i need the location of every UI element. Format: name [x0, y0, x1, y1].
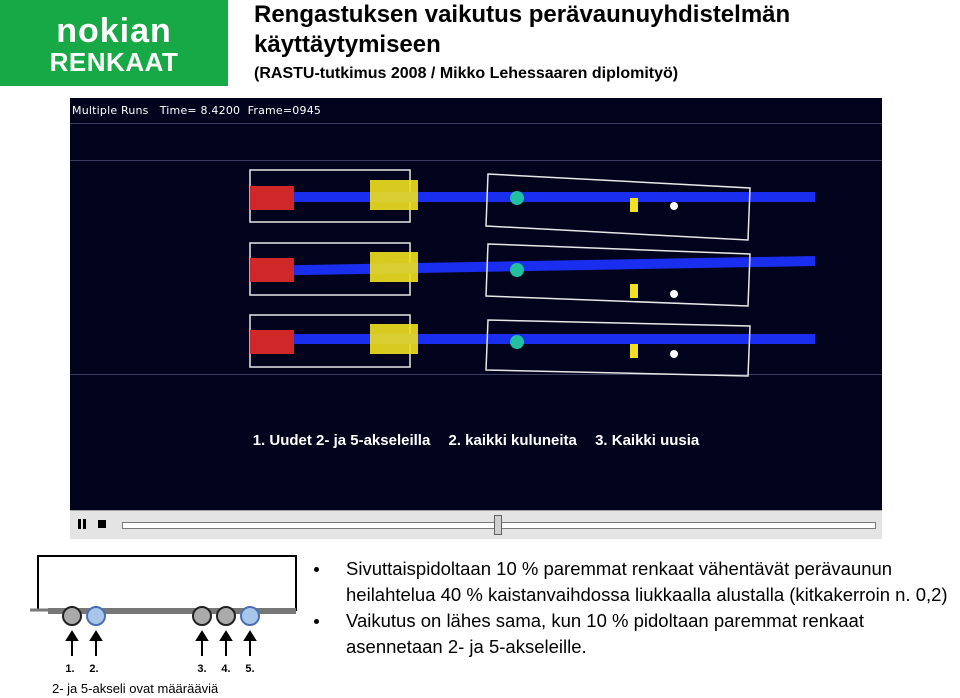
list-item	[314, 608, 960, 660]
vehicle-run-2	[250, 243, 815, 306]
axle-label-4: 4.	[221, 663, 231, 675]
axle-label-5: 5.	[245, 663, 255, 675]
legend-item-2: 2. kaikki kuluneita	[448, 432, 577, 449]
vehicle-simulation	[70, 98, 882, 418]
simulation-legend	[70, 432, 882, 449]
svg-text:nokian: nokian	[56, 12, 172, 50]
bullet-icon	[314, 619, 319, 624]
player-controls	[70, 510, 882, 539]
simulation-header: Multiple Runs Time= 8.4200 Frame=0945	[72, 104, 322, 117]
title-line-1: Rengastuksen vaikutus perävaunuyhdistelmän	[254, 1, 791, 28]
list-item	[314, 556, 960, 608]
axle-label-2: 2.	[89, 663, 99, 675]
svg-text:RENKAAT: RENKAAT	[49, 47, 179, 77]
axle-diagram-caption: 2- ja 5-akseli ovat määrääviä	[52, 681, 219, 696]
title-line-2: käyttäytymiseen	[254, 31, 441, 58]
simulation-video-player	[70, 98, 882, 538]
axle-label-3: 3.	[197, 663, 207, 675]
vehicle-run-1	[250, 170, 815, 240]
stop-icon[interactable]	[96, 518, 108, 530]
findings-list	[314, 556, 960, 660]
page-title	[254, 0, 790, 60]
vehicle-run-3	[250, 315, 815, 376]
pause-icon[interactable]	[76, 518, 88, 530]
axle-label-1: 1.	[65, 663, 75, 675]
page-subtitle: (RASTU-tutkimus 2008 / Mikko Lehessaaren diplomityö)	[254, 65, 679, 82]
bullet-text-2: Vaikutus on lähes sama, kun 10 % pidoltaan paremmat renkaat asennetaan 2- ja 5-akseleille.	[346, 610, 864, 657]
bullet-icon	[314, 567, 319, 572]
nokian-renkaat-logo	[0, 0, 228, 86]
legend-item-1: 1. Uudet 2- ja 5-akseleilla	[252, 432, 431, 449]
seek-thumb[interactable]	[494, 515, 502, 535]
bullet-text-1: Sivuttaispidoltaan 10 % paremmat renkaat vähentävät perävaunun heilahtelua 40 % kaistanvaihdossa liukkaalla alustalla (kitkakerroin n. 0,2)	[346, 558, 948, 605]
simulation-screen	[70, 98, 882, 510]
legend-item-3: 3. Kaikki uusia	[595, 432, 700, 449]
axle-diagram	[30, 552, 300, 680]
